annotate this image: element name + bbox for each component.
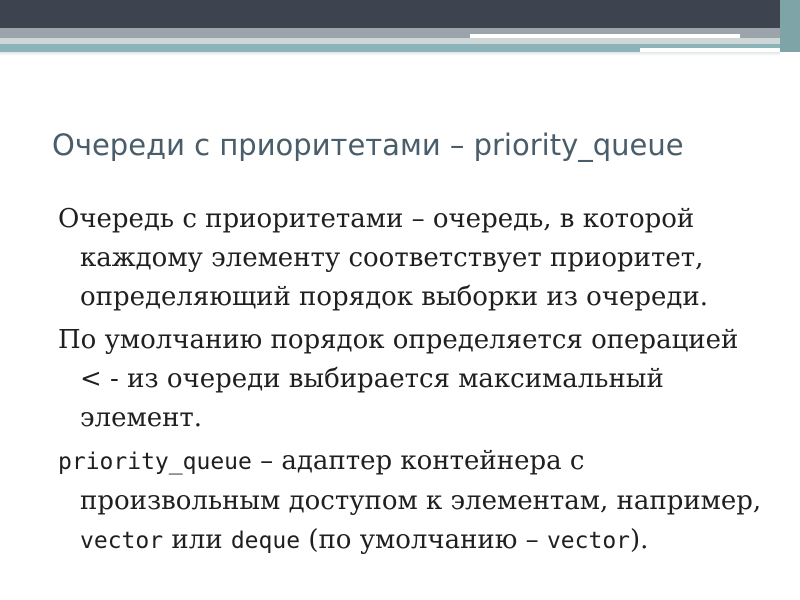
header-band-highlight	[470, 34, 740, 38]
adapter-text-3: (по умолчанию –	[300, 525, 547, 555]
slide-title: Очереди с приоритетами – priority_queue	[52, 128, 684, 162]
adapter-text-1: – адаптер контейнера с произвольным доступом к элементам, например,	[80, 446, 762, 516]
paragraph-definition-text: Очередь с приоритетами – очередь, в которой каждому элементу соответствует приоритет, определяющий порядок выборки из очереди.	[58, 204, 709, 312]
adapter-text-2: или	[163, 525, 231, 555]
header-band-dark	[0, 0, 800, 28]
paragraph-definition	[58, 200, 768, 317]
code-deque: deque	[230, 528, 301, 554]
code-vector-default: vector	[546, 528, 631, 554]
code-priority-queue: priority_queue	[58, 449, 252, 475]
paragraph-default-order-text: По умолчанию порядок определяется операцией < - из очереди выбирается максимальный элемент.	[58, 325, 739, 433]
header-corner-accent	[780, 0, 800, 52]
slide-body	[58, 200, 768, 565]
paragraph-adapter	[58, 442, 768, 561]
paragraph-default-order	[58, 321, 768, 438]
code-vector: vector	[80, 528, 164, 554]
adapter-text-4: ).	[630, 525, 649, 555]
header-band-shadow	[0, 52, 780, 56]
